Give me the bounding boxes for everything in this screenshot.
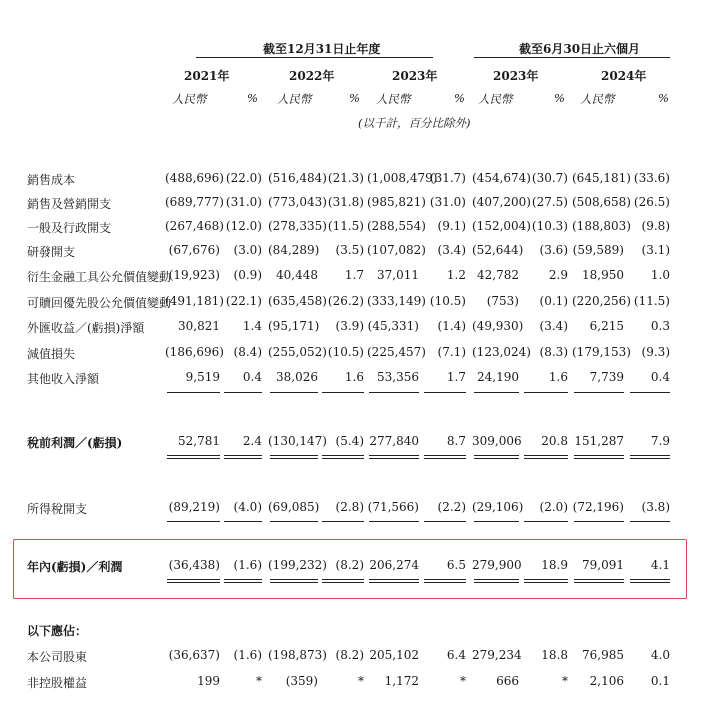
pretax-value-0: 52,781 bbox=[178, 434, 220, 448]
unit-note: (以千計，百分比除外) bbox=[358, 116, 471, 130]
year-header-0: 2021年 bbox=[184, 69, 230, 83]
attrib-non-controlling-value-4: 1,172 bbox=[384, 674, 419, 688]
pretax-value-3: (5.4) bbox=[335, 434, 364, 448]
row-0-value-7: (30.7) bbox=[531, 171, 568, 185]
pretax-value-2: (130,147) bbox=[268, 434, 327, 448]
row-3-label: 研發開支 bbox=[27, 245, 76, 259]
row-6-value-4: (45,331) bbox=[367, 319, 419, 333]
row-6-value-5: (1.4) bbox=[437, 319, 466, 333]
row-3-value-2: (84,289) bbox=[268, 243, 320, 257]
unit-rmb-2: 人民幣 bbox=[277, 92, 312, 106]
pretax-value-4: 277,840 bbox=[369, 434, 419, 448]
income-tax-value-2: (69,085) bbox=[268, 500, 320, 514]
attrib-shareholders-value-4: 205,102 bbox=[369, 648, 419, 662]
net-result-value-5: 6.5 bbox=[446, 558, 466, 572]
row-1-value-1: (31.0) bbox=[225, 195, 262, 209]
row-6-value-3: (3.9) bbox=[335, 319, 364, 333]
row-7-value-2: (255,052) bbox=[268, 345, 327, 359]
income-tax-value-5: (2.2) bbox=[437, 500, 466, 514]
subtotal-rule-2 bbox=[270, 392, 318, 393]
period-six-months-header: 截至6月30日止六個月 bbox=[519, 42, 641, 56]
year-header-3: 2023年 bbox=[493, 69, 539, 83]
pretax-double-rule-2 bbox=[270, 455, 318, 459]
pretax-double-rule-5 bbox=[424, 455, 466, 459]
row-8-value-2: 38,026 bbox=[276, 370, 318, 384]
subtotal-rule-8 bbox=[574, 392, 624, 393]
tax-rule-7 bbox=[524, 521, 568, 522]
row-8-value-9: 0.4 bbox=[650, 370, 670, 384]
net-result-value-1: (1.6) bbox=[233, 558, 262, 572]
row-1-value-2: (773,043) bbox=[268, 195, 327, 209]
row-0-value-5: (31.7) bbox=[429, 171, 466, 185]
row-1-value-8: (508,658) bbox=[572, 195, 631, 209]
income-tax-value-3: (2.8) bbox=[335, 500, 364, 514]
income-tax-value-8: (72,196) bbox=[572, 500, 624, 514]
row-5-value-5: (10.5) bbox=[429, 294, 466, 308]
tax-rule-9 bbox=[630, 521, 670, 522]
income-tax-value-6: (29,106) bbox=[472, 500, 524, 514]
tax-rule-3 bbox=[322, 521, 364, 522]
row-3-value-7: (3.6) bbox=[539, 243, 568, 257]
attrib-non-controlling-value-1: * bbox=[256, 674, 262, 688]
net-double-rule-4 bbox=[369, 579, 419, 583]
unit-pct-5: % bbox=[454, 91, 465, 105]
attrib-shareholders-value-0: (36,637) bbox=[168, 648, 220, 662]
row-4-value-7: 2.9 bbox=[548, 268, 568, 282]
row-2-value-6: (152,004) bbox=[472, 219, 531, 233]
row-7-value-1: (8.4) bbox=[233, 345, 262, 359]
subtotal-rule-3 bbox=[322, 392, 364, 393]
row-4-value-4: 37,011 bbox=[377, 268, 419, 282]
row-5-value-7: (0.1) bbox=[539, 294, 568, 308]
tax-rule-8 bbox=[574, 521, 624, 522]
row-2-value-5: (9.1) bbox=[437, 219, 466, 233]
row-1-value-7: (27.5) bbox=[531, 195, 568, 209]
row-1-value-3: (31.8) bbox=[327, 195, 364, 209]
row-5-value-6: (753) bbox=[486, 294, 519, 308]
row-1-label: 銷售及營銷開支 bbox=[27, 197, 112, 211]
row-0-value-9: (33.6) bbox=[633, 171, 670, 185]
row-0-value-2: (516,484) bbox=[268, 171, 327, 185]
attrib-shareholders-value-6: 279,234 bbox=[472, 648, 522, 662]
net-double-rule-0 bbox=[167, 579, 220, 583]
subtotal-rule-6 bbox=[474, 392, 519, 393]
header-rule-fy bbox=[196, 57, 433, 58]
row-5-value-3: (26.2) bbox=[327, 294, 364, 308]
row-1-value-4: (985,821) bbox=[367, 195, 426, 209]
row-0-label: 銷售成本 bbox=[27, 173, 76, 187]
income-tax-value-7: (2.0) bbox=[539, 500, 568, 514]
attrib-non-controlling-value-7: * bbox=[562, 674, 568, 688]
row-3-value-3: (3.5) bbox=[335, 243, 364, 257]
attrib-shareholders-value-7: 18.8 bbox=[541, 648, 568, 662]
row-4-label: 衍生金融工具公允價值變動 bbox=[27, 270, 172, 284]
attrib-shareholders-value-9: 4.0 bbox=[650, 648, 670, 662]
pretax-double-rule-0 bbox=[167, 455, 220, 459]
subtotal-rule-5 bbox=[424, 392, 466, 393]
income-tax-value-9: (3.8) bbox=[641, 500, 670, 514]
net-result-value-7: 18.9 bbox=[541, 558, 568, 572]
attrib-non-controlling-value-6: 666 bbox=[496, 674, 519, 688]
row-2-value-0: (267,468) bbox=[165, 219, 224, 233]
attrib-shareholders-value-8: 76,985 bbox=[582, 648, 624, 662]
pretax-double-rule-9 bbox=[630, 455, 670, 459]
subtotal-rule-7 bbox=[524, 392, 568, 393]
row-8-value-1: 0.4 bbox=[242, 370, 262, 384]
row-4-value-1: (0.9) bbox=[233, 268, 262, 282]
period-fiscal-year-header: 截至12月31日止年度 bbox=[263, 42, 381, 56]
row-2-value-2: (278,335) bbox=[268, 219, 327, 233]
row-8-label: 其他收入淨額 bbox=[27, 372, 100, 386]
row-1-value-6: (407,200) bbox=[472, 195, 531, 209]
row-7-value-7: (8.3) bbox=[539, 345, 568, 359]
row-0-value-0: (488,696) bbox=[165, 171, 224, 185]
attrib-shareholders-label: 本公司股東 bbox=[27, 650, 88, 664]
row-0-value-6: (454,674) bbox=[472, 171, 531, 185]
row-7-value-0: (186,696) bbox=[165, 345, 224, 359]
attrib-non-controlling-value-8: 2,106 bbox=[589, 674, 624, 688]
row-4-value-9: 1.0 bbox=[650, 268, 670, 282]
row-4-value-0: (19,923) bbox=[168, 268, 220, 282]
row-8-value-8: 7,739 bbox=[589, 370, 624, 384]
attrib-non-controlling-value-9: 0.1 bbox=[650, 674, 670, 688]
row-8-value-3: 1.6 bbox=[344, 370, 364, 384]
pretax-value-1: 2.4 bbox=[242, 434, 262, 448]
net-double-rule-3 bbox=[322, 579, 364, 583]
row-5-value-8: (220,256) bbox=[572, 294, 631, 308]
row-3-value-5: (3.4) bbox=[437, 243, 466, 257]
row-6-value-2: (95,171) bbox=[268, 319, 320, 333]
row-6-value-7: (3.4) bbox=[539, 319, 568, 333]
net-double-rule-2 bbox=[270, 579, 318, 583]
row-7-value-8: (179,153) bbox=[572, 345, 631, 359]
net-double-rule-5 bbox=[424, 579, 466, 583]
row-8-value-4: 53,356 bbox=[377, 370, 419, 384]
net-double-rule-6 bbox=[474, 579, 519, 583]
subtotal-rule-9 bbox=[630, 392, 670, 393]
row-5-value-1: (22.1) bbox=[225, 294, 262, 308]
unit-pct-3: % bbox=[349, 91, 360, 105]
row-6-value-1: 1.4 bbox=[242, 319, 262, 333]
attrib-shareholders-value-3: (8.2) bbox=[335, 648, 364, 662]
row-2-value-7: (10.3) bbox=[531, 219, 568, 233]
row-7-label: 減值損失 bbox=[27, 347, 76, 361]
pretax-value-7: 20.8 bbox=[541, 434, 568, 448]
pretax-double-rule-7 bbox=[524, 455, 568, 459]
row-2-value-8: (188,803) bbox=[572, 219, 631, 233]
unit-pct-9: % bbox=[658, 91, 669, 105]
income-tax-label: 所得稅開支 bbox=[27, 502, 88, 516]
net-double-rule-7 bbox=[524, 579, 568, 583]
unit-pct-1: % bbox=[247, 91, 258, 105]
row-7-value-5: (7.1) bbox=[437, 345, 466, 359]
net-result-value-6: 279,900 bbox=[472, 558, 522, 572]
row-0-value-1: (22.0) bbox=[225, 171, 262, 185]
tax-rule-6 bbox=[474, 521, 519, 522]
row-8-value-6: 24,190 bbox=[477, 370, 519, 384]
row-0-value-4: (1,008,479) bbox=[367, 171, 438, 185]
tax-rule-2 bbox=[270, 521, 318, 522]
row-3-value-9: (3.1) bbox=[641, 243, 670, 257]
row-5-value-2: (635,458) bbox=[268, 294, 327, 308]
pretax-label: 稅前利潤／(虧損) bbox=[27, 436, 123, 450]
attrib-non-controlling-label: 非控股權益 bbox=[27, 676, 88, 690]
row-0-value-3: (21.3) bbox=[327, 171, 364, 185]
attrib-non-controlling-value-5: * bbox=[460, 674, 466, 688]
row-4-value-2: 40,448 bbox=[276, 268, 318, 282]
row-7-value-3: (10.5) bbox=[327, 345, 364, 359]
row-3-value-6: (52,644) bbox=[472, 243, 524, 257]
row-2-value-9: (9.8) bbox=[641, 219, 670, 233]
row-4-value-6: 42,782 bbox=[477, 268, 519, 282]
row-3-value-4: (107,082) bbox=[367, 243, 426, 257]
row-2-value-3: (11.5) bbox=[327, 219, 364, 233]
net-result-value-4: 206,274 bbox=[369, 558, 419, 572]
net-result-label: 年內(虧損)／利潤 bbox=[27, 560, 123, 574]
attrib-non-controlling-value-3: * bbox=[358, 674, 364, 688]
row-6-value-9: 0.3 bbox=[650, 319, 670, 333]
row-7-value-4: (225,457) bbox=[367, 345, 426, 359]
row-6-value-8: 6,215 bbox=[589, 319, 624, 333]
net-double-rule-9 bbox=[630, 579, 670, 583]
pretax-double-rule-4 bbox=[369, 455, 419, 459]
attrib-non-controlling-value-0: 199 bbox=[197, 674, 220, 688]
row-4-value-5: 1.2 bbox=[446, 268, 466, 282]
income-tax-value-1: (4.0) bbox=[233, 500, 262, 514]
tax-rule-5 bbox=[424, 521, 466, 522]
tax-rule-0 bbox=[167, 521, 220, 522]
row-7-value-9: (9.3) bbox=[641, 345, 670, 359]
row-6-label: 外匯收益／(虧損)淨額 bbox=[27, 321, 145, 335]
row-1-value-5: (31.0) bbox=[429, 195, 466, 209]
attrib-shareholders-value-5: 6.4 bbox=[446, 648, 466, 662]
row-2-label: 一般及行政開支 bbox=[27, 221, 112, 235]
row-4-value-3: 1.7 bbox=[344, 268, 364, 282]
row-5-label: 可贖回優先股公允價值變動 bbox=[27, 296, 172, 310]
header-rule-6m bbox=[474, 57, 670, 58]
row-6-value-6: (49,930) bbox=[472, 319, 524, 333]
tax-rule-1 bbox=[224, 521, 262, 522]
pretax-value-6: 309,006 bbox=[472, 434, 522, 448]
net-result-value-8: 79,091 bbox=[582, 558, 624, 572]
subtotal-rule-1 bbox=[224, 392, 262, 393]
row-5-value-0: (491,181) bbox=[165, 294, 224, 308]
net-result-value-3: (8.2) bbox=[335, 558, 364, 572]
row-5-value-4: (333,149) bbox=[367, 294, 426, 308]
pretax-value-9: 7.9 bbox=[650, 434, 670, 448]
tax-rule-4 bbox=[369, 521, 419, 522]
net-result-value-9: 4.1 bbox=[650, 558, 670, 572]
attributable-title: 以下應佔： bbox=[27, 624, 88, 638]
pretax-value-5: 8.7 bbox=[446, 434, 466, 448]
unit-rmb-8: 人民幣 bbox=[580, 92, 615, 106]
row-8-value-0: 9,519 bbox=[185, 370, 220, 384]
row-1-value-9: (26.5) bbox=[633, 195, 670, 209]
attrib-non-controlling-value-2: (359) bbox=[285, 674, 318, 688]
pretax-double-rule-6 bbox=[474, 455, 519, 459]
row-1-value-0: (689,777) bbox=[165, 195, 224, 209]
unit-rmb-0: 人民幣 bbox=[172, 92, 207, 106]
pretax-double-rule-3 bbox=[322, 455, 364, 459]
unit-rmb-6: 人民幣 bbox=[478, 92, 513, 106]
attrib-shareholders-value-1: (1.6) bbox=[233, 648, 262, 662]
row-4-value-8: 18,950 bbox=[582, 268, 624, 282]
row-3-value-0: (67,676) bbox=[168, 243, 220, 257]
unit-pct-7: % bbox=[554, 91, 565, 105]
pretax-value-8: 151,287 bbox=[574, 434, 624, 448]
row-3-value-1: (3.0) bbox=[233, 243, 262, 257]
year-header-1: 2022年 bbox=[289, 69, 335, 83]
year-header-4: 2024年 bbox=[601, 69, 647, 83]
pretax-double-rule-1 bbox=[224, 455, 262, 459]
row-6-value-0: 30,821 bbox=[178, 319, 220, 333]
row-0-value-8: (645,181) bbox=[572, 171, 631, 185]
row-7-value-6: (123,024) bbox=[472, 345, 531, 359]
attrib-shareholders-value-2: (198,873) bbox=[268, 648, 327, 662]
row-2-value-4: (288,554) bbox=[367, 219, 426, 233]
net-double-rule-1 bbox=[224, 579, 262, 583]
row-3-value-8: (59,589) bbox=[572, 243, 624, 257]
subtotal-rule-0 bbox=[167, 392, 220, 393]
net-result-value-2: (199,232) bbox=[268, 558, 327, 572]
pretax-double-rule-8 bbox=[574, 455, 624, 459]
year-header-2: 2023年 bbox=[392, 69, 438, 83]
income-tax-value-4: (71,566) bbox=[367, 500, 419, 514]
row-2-value-1: (12.0) bbox=[225, 219, 262, 233]
row-8-value-7: 1.6 bbox=[548, 370, 568, 384]
row-8-value-5: 1.7 bbox=[446, 370, 466, 384]
subtotal-rule-4 bbox=[369, 392, 419, 393]
net-result-value-0: (36,438) bbox=[168, 558, 220, 572]
income-tax-value-0: (89,219) bbox=[168, 500, 220, 514]
net-double-rule-8 bbox=[574, 579, 624, 583]
unit-rmb-4: 人民幣 bbox=[376, 92, 411, 106]
row-5-value-9: (11.5) bbox=[633, 294, 670, 308]
